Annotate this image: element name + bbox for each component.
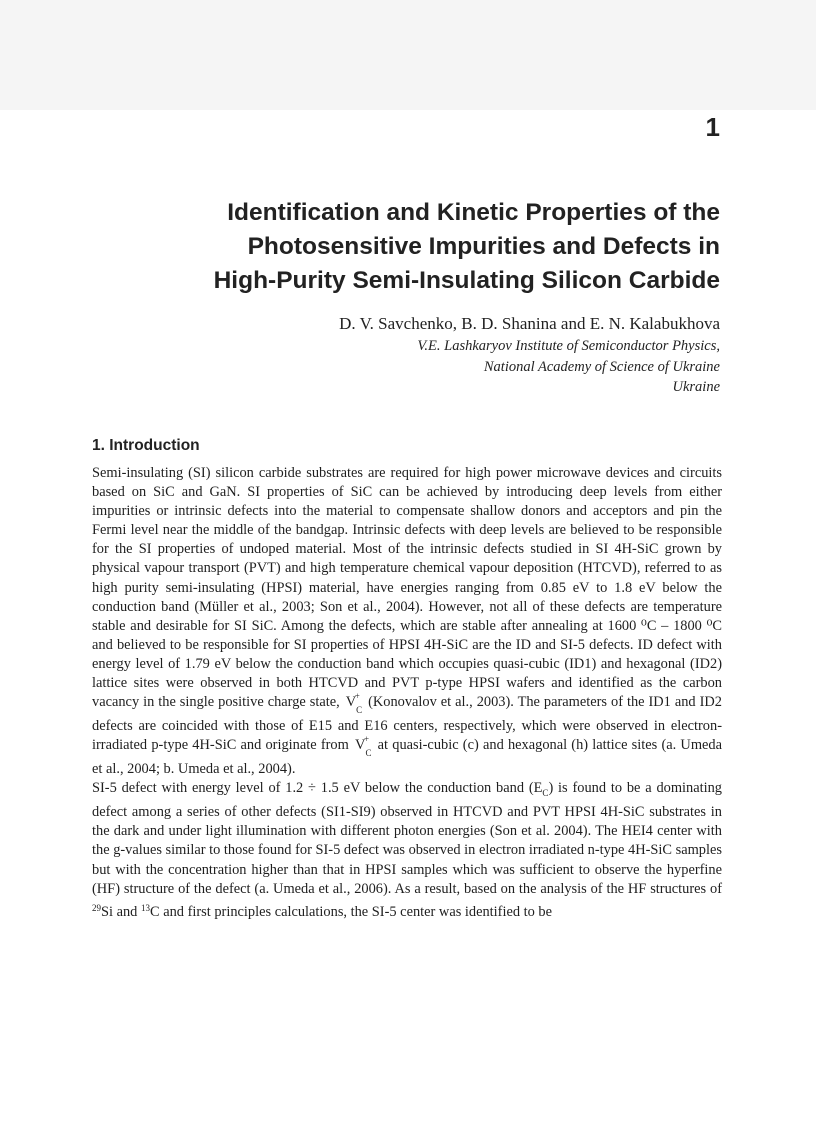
paragraph-text: C and first principles calculations, the SI-5 center was identified to be [150,903,553,920]
author-list: D. V. Savchenko, B. D. Shanina and E. N. Kalabukhova [339,314,720,333]
carbon-vacancy-symbol: V + $_C$ [345,691,363,715]
chapter-number: 1 [705,112,720,142]
affiliation-line: Ukraine [672,379,720,395]
paragraph [92,779,722,922]
paragraph-text: Si and [101,903,138,920]
body-text [92,464,722,922]
affiliation [417,336,720,398]
paragraph-text: Semi-insulating (SI) silicon carbide substrates are required for high power microwave devices and circuits based on SiC and GaN. SI properties of SiC can be achieved by introducing deep levels from either impurities or intrinsic defects into the material to compensate shallow donors and acceptors and pin the Fermi level near the middle of the bandgap. Intrinsic defects with deep levels are believed to be responsible for the SI properties of undoped material. Most of the intrinsic defects studied in SI 4H-SiC grown by physical vapour transport (PVT) and high temperature chemical vapour deposition (HTCVD), referred to as high purity semi-insulating (HPSI) material, have energies ranging from 0.85 eV to 1.8 eV below the conduction band (Müller et al., 2003; Son et al., 2004). However, not all of these defects are temperature stable and desirable for SI SiC. Among the defects, which are stable after annealing at 1600 ⁰C – 1800 ⁰C and believed to be responsible for SI properties of HPSI 4H-SiC are the ID and SI-5 defects. ID defect with energy level of 1.79 eV below the conduction band which occupies quasi-cubic (ID1) and hexagonal (ID2) lattice sites were observed in both HTCVD and PVT p-type HPSI wafers and identified as the carbon vacancy in the single positive charge state, [92,465,722,711]
chapter-title [96,196,720,298]
isotope-mass: 13 [141,902,150,913]
paragraph-text: at quasi-cubic (c) and hexagonal (h) lattice sites (a. Umeda et al., 2004; b. Umeda et al., 2004). [92,737,722,778]
subscript: C [542,788,549,799]
carbon-vacancy-symbol: V + $_C$ [355,734,372,759]
affiliation-line: V.E. Lashkaryov Institute of Semiconductor Physics, [417,338,720,354]
title-line: Identification and Kinetic Properties of the [227,199,720,226]
paragraph-text: ) is found to be a dominating defect among a series of other defects (SI1-SI9) observed in HTCVD and PVT HPSI 4H-SiC substrates in the dark and under light illumination with different photon energies (Son et al. 2004). The HEI4 center with the g-values similar to those found for SI-5 defect was observed in electron irradiated n-type 4H-SiC samples but with the concentration higher than that in HPSI samples which was sufficient to observe the hyperfine (HF) structure of the defect (a. Umeda et al., 2006). As a result, based on the analysis of the HF structures of [92,780,723,897]
isotope-mass: 29 [92,902,101,913]
section-heading: 1. Introduction [92,437,200,454]
paragraph [92,464,722,779]
title-line: Photosensitive Impurities and Defects in [247,233,720,260]
title-line: High-Purity Semi-Insulating Silicon Carbide [213,267,720,294]
paragraph-text: (Konovalov et al., 2003). The parameters of the ID1 and ID2 defects are coincided with those of E15 and E16 centers, respectively, which were observed in electron-irradiated p-type 4H-SiC and originate from [92,694,722,754]
paragraph-text: SI-5 defect with energy level of 1.2 ÷ 1.5 eV below the conduction band (E [92,780,543,797]
page-header-band [0,0,816,110]
affiliation-line: National Academy of Science of Ukraine [483,358,720,375]
